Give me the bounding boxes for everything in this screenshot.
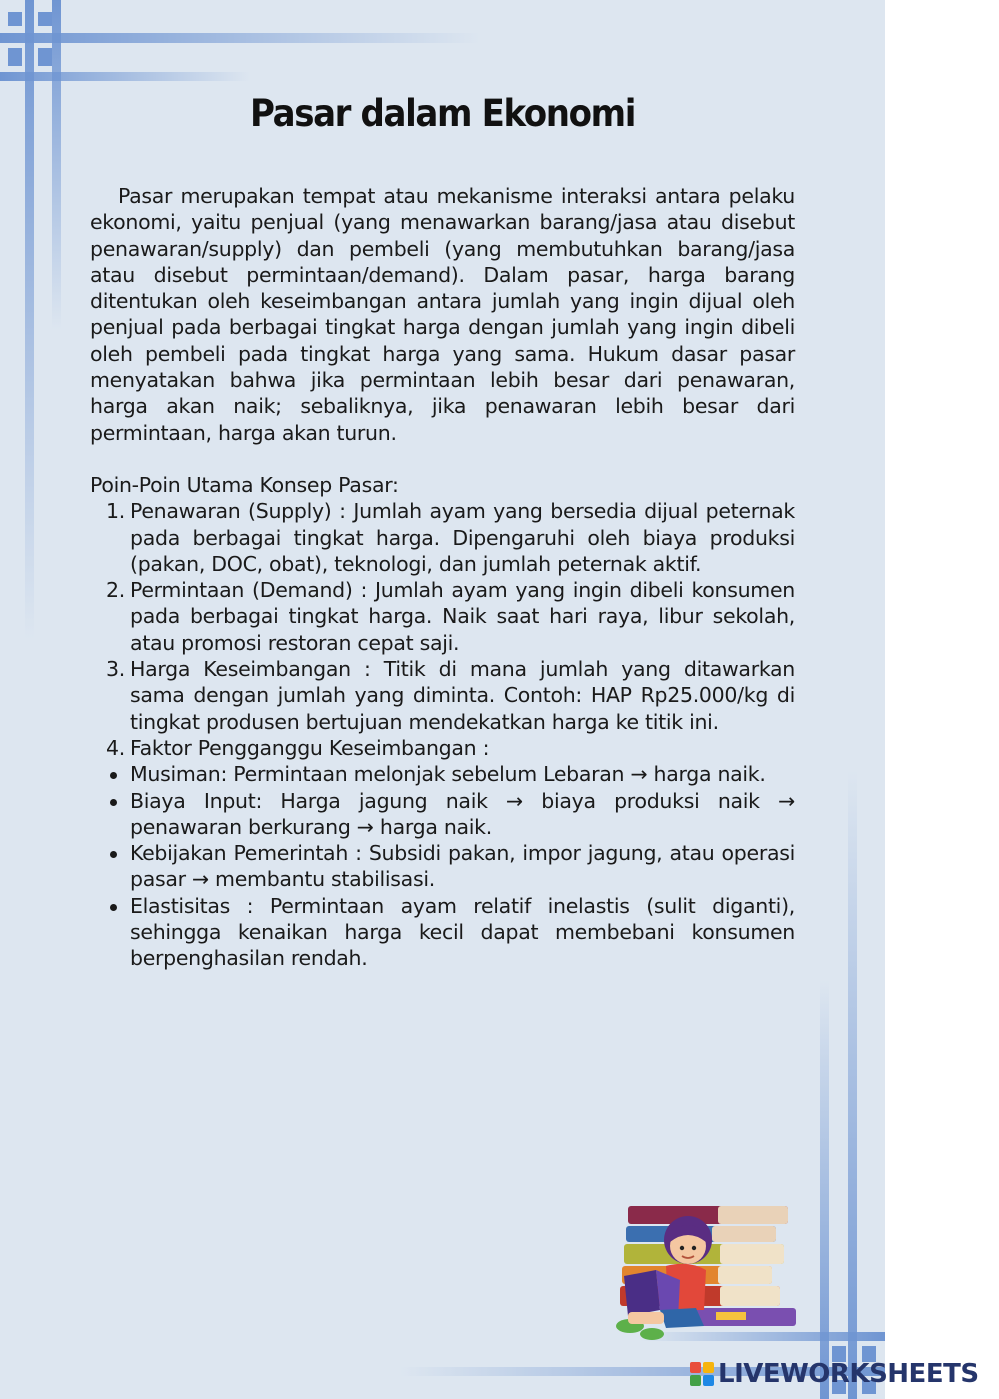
logo-tile-v — [690, 1375, 701, 1386]
list-item — [90, 735, 795, 761]
bullet-item — [90, 761, 795, 787]
list-item — [90, 577, 795, 656]
bullet-item-text: Biaya Input: Harga jagung naik → biaya produksi naik → penawaran berkurang → harga naik. — [130, 788, 795, 839]
bullet-item-text: Kebijakan Pemerintah : Subsidi pakan, impor jagung, atau operasi pasar → membantu stabilisasi. — [130, 841, 795, 892]
logo-tile-l — [690, 1362, 701, 1373]
bullet-dot-icon — [110, 851, 117, 858]
liveworksheets-logo-icon — [690, 1362, 714, 1386]
list-item-text: Permintaan (Demand) : Jumlah ayam yang ingin dibeli konsumen pada berbagai tingkat harga. Naik saat hari raya, libur sekolah, atau promosi restoran cepat saji. — [130, 578, 795, 655]
list-item-text: Penawaran (Supply) : Jumlah ayam yang bersedia dijual peternak pada berbagai tingkat harga. Dipengaruhi oleh biaya produksi (pakan, DOC, obat), teknologi, dan jumlah peternak aktif. — [130, 499, 795, 576]
list-number: 1. — [106, 499, 125, 524]
list-number: 4. — [106, 735, 125, 760]
liveworksheets-brand — [690, 1360, 979, 1388]
bullet-item — [90, 840, 795, 893]
page-title: Pasar dalam Ekonomi — [249, 92, 636, 135]
list-item — [90, 656, 795, 735]
bullet-item — [90, 788, 795, 841]
bullet-item-text: Musiman: Permintaan melonjak sebelum Lebaran → harga naik. — [130, 762, 766, 787]
section-heading: Poin-Poin Utama Konsep Pasar: — [90, 472, 399, 497]
list-item — [90, 498, 795, 577]
bullet-item-text: Elastisitas : Permintaan ayam relatif inelastis (sulit diganti), sehingga kenaikan harga kecil dapat membebani konsumen berpenghasilan rendah. — [130, 893, 795, 971]
intro-paragraph: Pasar merupakan tempat atau mekanisme interaksi antara pelaku ekonomi, yaitu penjual (yang menawarkan barang/jasa atau disebut penawaran/supply) dan pembeli (yang membutuhkan barang/jasa atau disebut permintaan/demand). Dalam pasar, harga barang ditentukan oleh keseimbangan antara jumlah yang ingin dijual oleh penjual pada berbagai tingkat harga dengan jumlah yang ingin dibeli oleh pembeli pada tingkat harga yang sama. Hukum dasar pasar menyatakan bahwa jika permintaan lebih besar dari penawaran, harga akan naik; sebaliknya, jika penawaran lebih besar dari permintaan, harga akan turun. — [90, 184, 795, 445]
list-number: 2. — [106, 578, 125, 603]
bullet-dot-icon — [110, 904, 117, 911]
bullet-dot-icon — [110, 799, 117, 806]
bullet-dot-icon — [110, 772, 117, 779]
logo-tile-i — [703, 1362, 714, 1373]
numbered-list — [90, 498, 795, 761]
document-body — [90, 183, 795, 972]
logo-tile-e — [703, 1375, 714, 1386]
brand-name: LIVEWORKSHEETS — [718, 1359, 979, 1389]
list-item-text: Harga Keseimbangan : Titik di mana jumlah yang ditawarkan sama dengan jumlah yang diminta. Contoh: HAP Rp25.000/kg di tingkat produsen bertujuan mendekatkan harga ke titik ini. — [130, 657, 795, 734]
list-number: 3. — [106, 657, 125, 682]
list-item-text: Faktor Pengganggu Keseimbangan : — [130, 735, 490, 760]
bullet-item — [90, 893, 795, 972]
bullet-list — [90, 761, 795, 971]
girl-reading-books-icon — [608, 1200, 798, 1345]
